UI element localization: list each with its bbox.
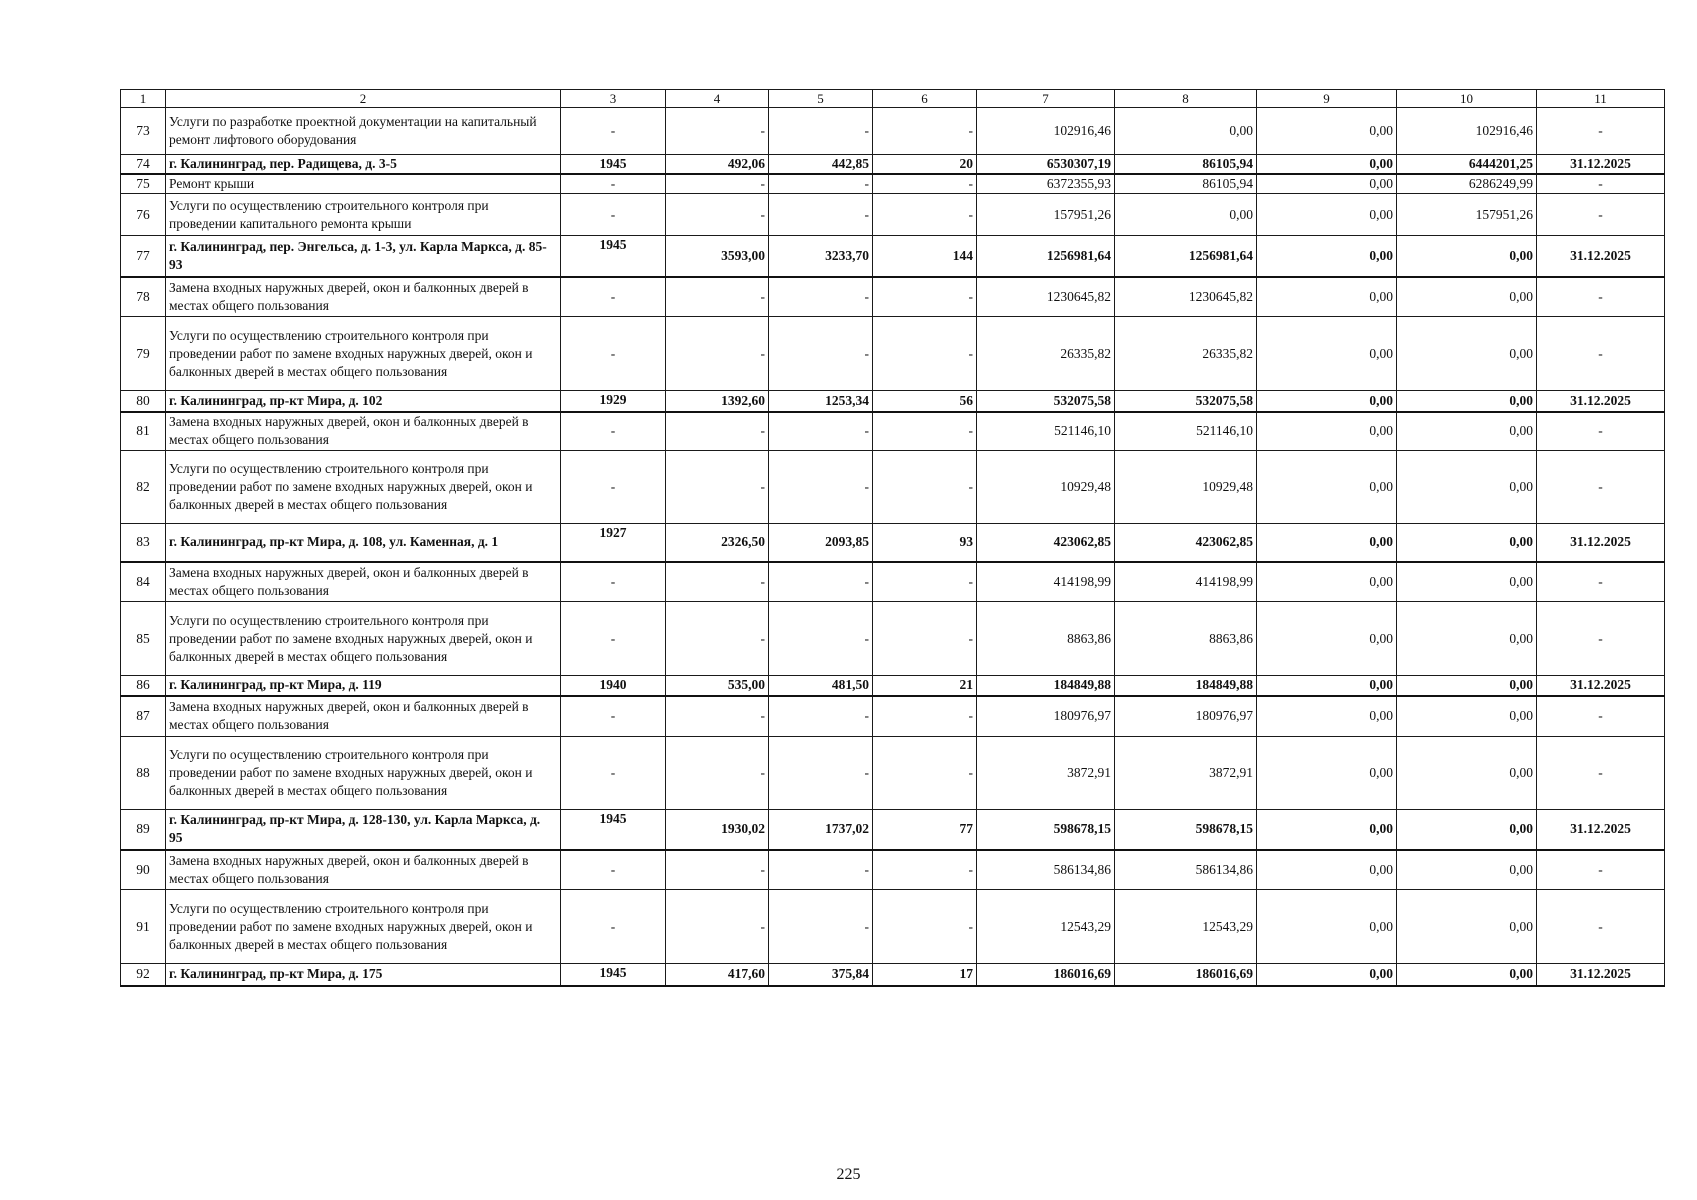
table-row bbox=[121, 737, 1665, 810]
col-9-value-cell: 0,00 bbox=[1257, 524, 1397, 562]
col-6-count-cell: - bbox=[873, 277, 977, 317]
col-8-value-cell: 10929,48 bbox=[1115, 451, 1257, 524]
col-5-area-cell: 3233,70 bbox=[769, 236, 873, 277]
col-7-total-cell: 521146,10 bbox=[977, 412, 1115, 451]
description-cell: Замена входных наружных дверей, окон и балконных дверей в местах общего пользования bbox=[166, 562, 561, 602]
col-3-year-cell: - bbox=[561, 194, 666, 236]
header-col-7: 7 bbox=[977, 90, 1115, 108]
col-4-area-cell: 2326,50 bbox=[666, 524, 769, 562]
col-9-value-cell: 0,00 bbox=[1257, 602, 1397, 676]
col-10-value-cell: 6444201,25 bbox=[1397, 155, 1537, 175]
col-6-count-cell: 93 bbox=[873, 524, 977, 562]
col-3-year-cell: - bbox=[561, 562, 666, 602]
col-4-area-cell: 417,60 bbox=[666, 964, 769, 986]
table-row bbox=[121, 236, 1665, 277]
col-11-date-cell: 31.12.2025 bbox=[1537, 676, 1665, 696]
col-3-year-cell: 1940 bbox=[561, 676, 666, 696]
row-number-cell: 86 bbox=[121, 676, 166, 696]
col-5-area-cell: - bbox=[769, 602, 873, 676]
col-8-value-cell: 8863,86 bbox=[1115, 602, 1257, 676]
col-10-value-cell: 0,00 bbox=[1397, 850, 1537, 890]
row-number-cell: 76 bbox=[121, 194, 166, 236]
col-6-count-cell: 20 bbox=[873, 155, 977, 175]
col-5-area-cell: - bbox=[769, 451, 873, 524]
table-row bbox=[121, 602, 1665, 676]
col-4-area-cell: - bbox=[666, 890, 769, 964]
col-11-date-cell: 31.12.2025 bbox=[1537, 155, 1665, 175]
col-4-area-cell: 1930,02 bbox=[666, 810, 769, 850]
table-row bbox=[121, 155, 1665, 175]
col-11-date-cell: - bbox=[1537, 602, 1665, 676]
col-10-value-cell: 102916,46 bbox=[1397, 108, 1537, 155]
col-11-date-cell: - bbox=[1537, 737, 1665, 810]
col-11-date-cell: - bbox=[1537, 277, 1665, 317]
description-cell: г. Калининград, пер. Энгельса, д. 1-3, ул. Карла Маркса, д. 85-93 bbox=[166, 236, 561, 277]
header-col-3: 3 bbox=[561, 90, 666, 108]
row-number-cell: 78 bbox=[121, 277, 166, 317]
table-row bbox=[121, 524, 1665, 562]
col-6-count-cell: - bbox=[873, 412, 977, 451]
table-row bbox=[121, 850, 1665, 890]
col-8-value-cell: 26335,82 bbox=[1115, 317, 1257, 391]
table-row bbox=[121, 174, 1665, 194]
col-10-value-cell: 0,00 bbox=[1397, 890, 1537, 964]
col-9-value-cell: 0,00 bbox=[1257, 696, 1397, 737]
page-number: 225 bbox=[836, 1166, 861, 1183]
col-9-value-cell: 0,00 bbox=[1257, 890, 1397, 964]
col-10-value-cell: 0,00 bbox=[1397, 412, 1537, 451]
row-number-cell: 90 bbox=[121, 850, 166, 890]
col-5-area-cell: 1737,02 bbox=[769, 810, 873, 850]
row-number-cell: 91 bbox=[121, 890, 166, 964]
col-9-value-cell: 0,00 bbox=[1257, 676, 1397, 696]
col-9-value-cell: 0,00 bbox=[1257, 562, 1397, 602]
col-11-date-cell: - bbox=[1537, 108, 1665, 155]
col-8-value-cell: 3872,91 bbox=[1115, 737, 1257, 810]
col-4-area-cell: 535,00 bbox=[666, 676, 769, 696]
description-cell: Ремонт крыши bbox=[166, 174, 561, 194]
col-3-year-cell: - bbox=[561, 412, 666, 451]
col-7-total-cell: 180976,97 bbox=[977, 696, 1115, 737]
col-3-year-cell: - bbox=[561, 277, 666, 317]
col-7-total-cell: 423062,85 bbox=[977, 524, 1115, 562]
col-10-value-cell: 0,00 bbox=[1397, 524, 1537, 562]
col-9-value-cell: 0,00 bbox=[1257, 174, 1397, 194]
col-4-area-cell: - bbox=[666, 850, 769, 890]
col-8-value-cell: 521146,10 bbox=[1115, 412, 1257, 451]
col-6-count-cell: 56 bbox=[873, 391, 977, 412]
col-6-count-cell: - bbox=[873, 108, 977, 155]
description-cell: Услуги по осуществлению строительного контроля при проведении капитального ремонта крыши bbox=[166, 194, 561, 236]
header-col-2: 2 bbox=[166, 90, 561, 108]
col-10-value-cell: 0,00 bbox=[1397, 236, 1537, 277]
col-5-area-cell: 2093,85 bbox=[769, 524, 873, 562]
description-cell: Услуги по осуществлению строительного контроля при проведении работ по замене входных наружных дверей, окон и балконных дверей в местах общего пользования bbox=[166, 602, 561, 676]
col-3-year-cell: - bbox=[561, 174, 666, 194]
col-11-date-cell: - bbox=[1537, 850, 1665, 890]
col-4-area-cell: - bbox=[666, 737, 769, 810]
col-9-value-cell: 0,00 bbox=[1257, 236, 1397, 277]
col-5-area-cell: - bbox=[769, 562, 873, 602]
col-8-value-cell: 86105,94 bbox=[1115, 174, 1257, 194]
col-5-area-cell: 442,85 bbox=[769, 155, 873, 175]
col-8-value-cell: 423062,85 bbox=[1115, 524, 1257, 562]
row-number-cell: 80 bbox=[121, 391, 166, 412]
col-9-value-cell: 0,00 bbox=[1257, 317, 1397, 391]
col-10-value-cell: 0,00 bbox=[1397, 277, 1537, 317]
col-7-total-cell: 3872,91 bbox=[977, 737, 1115, 810]
col-7-total-cell: 6530307,19 bbox=[977, 155, 1115, 175]
col-10-value-cell: 0,00 bbox=[1397, 964, 1537, 986]
col-6-count-cell: 77 bbox=[873, 810, 977, 850]
description-cell: Услуги по осуществлению строительного контроля при проведении работ по замене входных наружных дверей, окон и балконных дверей в местах общего пользования bbox=[166, 451, 561, 524]
col-9-value-cell: 0,00 bbox=[1257, 155, 1397, 175]
table-row bbox=[121, 890, 1665, 964]
row-number-cell: 82 bbox=[121, 451, 166, 524]
col-10-value-cell: 6286249,99 bbox=[1397, 174, 1537, 194]
col-11-date-cell: - bbox=[1537, 174, 1665, 194]
col-10-value-cell: 0,00 bbox=[1397, 737, 1537, 810]
description-cell: Услуги по разработке проектной документации на капитальный ремонт лифтового оборудования bbox=[166, 108, 561, 155]
col-3-year-cell: 1927 bbox=[561, 524, 666, 562]
table-row bbox=[121, 194, 1665, 236]
row-number-cell: 77 bbox=[121, 236, 166, 277]
description-cell: Услуги по осуществлению строительного контроля при проведении работ по замене входных наружных дверей, окон и балконных дверей в местах общего пользования bbox=[166, 737, 561, 810]
col-7-total-cell: 1230645,82 bbox=[977, 277, 1115, 317]
col-10-value-cell: 0,00 bbox=[1397, 696, 1537, 737]
col-8-value-cell: 184849,88 bbox=[1115, 676, 1257, 696]
col-11-date-cell: 31.12.2025 bbox=[1537, 524, 1665, 562]
table-row bbox=[121, 412, 1665, 451]
description-cell: Услуги по осуществлению строительного контроля при проведении работ по замене входных наружных дверей, окон и балконных дверей в местах общего пользования bbox=[166, 890, 561, 964]
header-col-11: 11 bbox=[1537, 90, 1665, 108]
col-3-year-cell: 1945 bbox=[561, 155, 666, 175]
header-col-5: 5 bbox=[769, 90, 873, 108]
row-number-cell: 74 bbox=[121, 155, 166, 175]
table-row bbox=[121, 277, 1665, 317]
description-cell: г. Калининград, пр-кт Мира, д. 119 bbox=[166, 676, 561, 696]
col-7-total-cell: 12543,29 bbox=[977, 890, 1115, 964]
col-3-year-cell: - bbox=[561, 451, 666, 524]
col-8-value-cell: 86105,94 bbox=[1115, 155, 1257, 175]
col-5-area-cell: 481,50 bbox=[769, 676, 873, 696]
col-8-value-cell: 0,00 bbox=[1115, 194, 1257, 236]
col-6-count-cell: 144 bbox=[873, 236, 977, 277]
col-11-date-cell: - bbox=[1537, 194, 1665, 236]
table-row bbox=[121, 676, 1665, 696]
col-6-count-cell: - bbox=[873, 602, 977, 676]
description-cell: Услуги по осуществлению строительного контроля при проведении работ по замене входных наружных дверей, окон и балконных дверей в местах общего пользования bbox=[166, 317, 561, 391]
col-10-value-cell: 157951,26 bbox=[1397, 194, 1537, 236]
col-3-year-cell: - bbox=[561, 602, 666, 676]
col-9-value-cell: 0,00 bbox=[1257, 412, 1397, 451]
col-11-date-cell: - bbox=[1537, 412, 1665, 451]
header-col-4: 4 bbox=[666, 90, 769, 108]
col-8-value-cell: 1256981,64 bbox=[1115, 236, 1257, 277]
col-10-value-cell: 0,00 bbox=[1397, 317, 1537, 391]
col-5-area-cell: - bbox=[769, 194, 873, 236]
col-4-area-cell: 492,06 bbox=[666, 155, 769, 175]
row-number-cell: 73 bbox=[121, 108, 166, 155]
col-4-area-cell: - bbox=[666, 317, 769, 391]
col-8-value-cell: 0,00 bbox=[1115, 108, 1257, 155]
col-10-value-cell: 0,00 bbox=[1397, 562, 1537, 602]
row-number-cell: 84 bbox=[121, 562, 166, 602]
col-8-value-cell: 532075,58 bbox=[1115, 391, 1257, 412]
col-5-area-cell: - bbox=[769, 277, 873, 317]
column-number-header bbox=[121, 90, 1665, 108]
col-3-year-cell: - bbox=[561, 317, 666, 391]
col-3-year-cell: - bbox=[561, 108, 666, 155]
description-cell: Замена входных наружных дверей, окон и балконных дверей в местах общего пользования bbox=[166, 696, 561, 737]
row-number-cell: 83 bbox=[121, 524, 166, 562]
row-number-cell: 88 bbox=[121, 737, 166, 810]
col-4-area-cell: - bbox=[666, 174, 769, 194]
table-row bbox=[121, 451, 1665, 524]
col-5-area-cell: - bbox=[769, 108, 873, 155]
col-3-year-cell: 1945 bbox=[561, 810, 666, 850]
col-8-value-cell: 186016,69 bbox=[1115, 964, 1257, 986]
col-9-value-cell: 0,00 bbox=[1257, 391, 1397, 412]
col-5-area-cell: - bbox=[769, 737, 873, 810]
row-number-cell: 89 bbox=[121, 810, 166, 850]
col-7-total-cell: 157951,26 bbox=[977, 194, 1115, 236]
col-11-date-cell: - bbox=[1537, 562, 1665, 602]
table-row bbox=[121, 696, 1665, 737]
col-5-area-cell: - bbox=[769, 696, 873, 737]
col-9-value-cell: 0,00 bbox=[1257, 810, 1397, 850]
col-3-year-cell: - bbox=[561, 890, 666, 964]
col-4-area-cell: - bbox=[666, 602, 769, 676]
col-11-date-cell: - bbox=[1537, 451, 1665, 524]
col-9-value-cell: 0,00 bbox=[1257, 737, 1397, 810]
col-11-date-cell: 31.12.2025 bbox=[1537, 391, 1665, 412]
col-7-total-cell: 586134,86 bbox=[977, 850, 1115, 890]
description-cell: Замена входных наружных дверей, окон и балконных дверей в местах общего пользования bbox=[166, 412, 561, 451]
col-11-date-cell: 31.12.2025 bbox=[1537, 964, 1665, 986]
row-number-cell: 85 bbox=[121, 602, 166, 676]
col-3-year-cell: 1929 bbox=[561, 391, 666, 412]
description-cell: г. Калининград, пр-кт Мира, д. 128-130, ул. Карла Маркса, д. 95 bbox=[166, 810, 561, 850]
col-5-area-cell: - bbox=[769, 412, 873, 451]
col-9-value-cell: 0,00 bbox=[1257, 964, 1397, 986]
description-cell: Замена входных наружных дверей, окон и балконных дверей в местах общего пользования bbox=[166, 277, 561, 317]
col-5-area-cell: - bbox=[769, 174, 873, 194]
col-3-year-cell: 1945 bbox=[561, 236, 666, 277]
table-row bbox=[121, 964, 1665, 986]
header-col-6: 6 bbox=[873, 90, 977, 108]
header-col-9: 9 bbox=[1257, 90, 1397, 108]
col-8-value-cell: 12543,29 bbox=[1115, 890, 1257, 964]
col-7-total-cell: 186016,69 bbox=[977, 964, 1115, 986]
col-4-area-cell: - bbox=[666, 696, 769, 737]
col-8-value-cell: 586134,86 bbox=[1115, 850, 1257, 890]
col-6-count-cell: - bbox=[873, 890, 977, 964]
row-number-cell: 92 bbox=[121, 964, 166, 986]
col-9-value-cell: 0,00 bbox=[1257, 850, 1397, 890]
col-4-area-cell: - bbox=[666, 451, 769, 524]
col-7-total-cell: 184849,88 bbox=[977, 676, 1115, 696]
col-8-value-cell: 1230645,82 bbox=[1115, 277, 1257, 317]
col-9-value-cell: 0,00 bbox=[1257, 451, 1397, 524]
col-5-area-cell: - bbox=[769, 890, 873, 964]
col-10-value-cell: 0,00 bbox=[1397, 810, 1537, 850]
row-number-cell: 81 bbox=[121, 412, 166, 451]
col-7-total-cell: 102916,46 bbox=[977, 108, 1115, 155]
col-3-year-cell: - bbox=[561, 696, 666, 737]
col-6-count-cell: - bbox=[873, 317, 977, 391]
header-col-10: 10 bbox=[1397, 90, 1537, 108]
row-number-cell: 79 bbox=[121, 317, 166, 391]
col-5-area-cell: - bbox=[769, 317, 873, 391]
col-3-year-cell: - bbox=[561, 737, 666, 810]
col-6-count-cell: - bbox=[873, 451, 977, 524]
col-5-area-cell: 1253,34 bbox=[769, 391, 873, 412]
col-6-count-cell: - bbox=[873, 696, 977, 737]
table-row bbox=[121, 317, 1665, 391]
col-8-value-cell: 598678,15 bbox=[1115, 810, 1257, 850]
col-10-value-cell: 0,00 bbox=[1397, 676, 1537, 696]
repair-program-table bbox=[120, 89, 1665, 987]
col-8-value-cell: 180976,97 bbox=[1115, 696, 1257, 737]
col-6-count-cell: - bbox=[873, 194, 977, 236]
col-10-value-cell: 0,00 bbox=[1397, 451, 1537, 524]
col-7-total-cell: 532075,58 bbox=[977, 391, 1115, 412]
col-3-year-cell: 1945 bbox=[561, 964, 666, 986]
col-4-area-cell: - bbox=[666, 562, 769, 602]
col-11-date-cell: 31.12.2025 bbox=[1537, 236, 1665, 277]
col-11-date-cell: - bbox=[1537, 696, 1665, 737]
col-11-date-cell: - bbox=[1537, 317, 1665, 391]
description-cell: г. Калининград, пер. Радищева, д. 3-5 bbox=[166, 155, 561, 175]
col-3-year-cell: - bbox=[561, 850, 666, 890]
col-7-total-cell: 10929,48 bbox=[977, 451, 1115, 524]
table-row bbox=[121, 391, 1665, 412]
col-7-total-cell: 6372355,93 bbox=[977, 174, 1115, 194]
row-number-cell: 87 bbox=[121, 696, 166, 737]
col-7-total-cell: 26335,82 bbox=[977, 317, 1115, 391]
col-5-area-cell: - bbox=[769, 850, 873, 890]
col-11-date-cell: 31.12.2025 bbox=[1537, 810, 1665, 850]
col-10-value-cell: 0,00 bbox=[1397, 602, 1537, 676]
col-11-date-cell: - bbox=[1537, 890, 1665, 964]
col-6-count-cell: - bbox=[873, 850, 977, 890]
col-4-area-cell: - bbox=[666, 108, 769, 155]
col-8-value-cell: 414198,99 bbox=[1115, 562, 1257, 602]
col-7-total-cell: 8863,86 bbox=[977, 602, 1115, 676]
col-9-value-cell: 0,00 bbox=[1257, 108, 1397, 155]
col-9-value-cell: 0,00 bbox=[1257, 194, 1397, 236]
col-4-area-cell: 3593,00 bbox=[666, 236, 769, 277]
description-cell: г. Калининград, пр-кт Мира, д. 175 bbox=[166, 964, 561, 986]
col-9-value-cell: 0,00 bbox=[1257, 277, 1397, 317]
table-row bbox=[121, 562, 1665, 602]
col-5-area-cell: 375,84 bbox=[769, 964, 873, 986]
table-row bbox=[121, 108, 1665, 155]
col-7-total-cell: 1256981,64 bbox=[977, 236, 1115, 277]
col-6-count-cell: 21 bbox=[873, 676, 977, 696]
col-4-area-cell: - bbox=[666, 194, 769, 236]
row-number-cell: 75 bbox=[121, 174, 166, 194]
col-6-count-cell: - bbox=[873, 737, 977, 810]
header-col-8: 8 bbox=[1115, 90, 1257, 108]
col-4-area-cell: - bbox=[666, 277, 769, 317]
description-cell: г. Калининград, пр-кт Мира, д. 108, ул. Каменная, д. 1 bbox=[166, 524, 561, 562]
col-7-total-cell: 598678,15 bbox=[977, 810, 1115, 850]
col-6-count-cell: - bbox=[873, 174, 977, 194]
col-7-total-cell: 414198,99 bbox=[977, 562, 1115, 602]
col-4-area-cell: - bbox=[666, 412, 769, 451]
header-col-1: 1 bbox=[121, 90, 166, 108]
table-body bbox=[121, 108, 1665, 986]
col-4-area-cell: 1392,60 bbox=[666, 391, 769, 412]
col-10-value-cell: 0,00 bbox=[1397, 391, 1537, 412]
table-row bbox=[121, 810, 1665, 850]
description-cell: г. Калининград, пр-кт Мира, д. 102 bbox=[166, 391, 561, 412]
description-cell: Замена входных наружных дверей, окон и балконных дверей в местах общего пользования bbox=[166, 850, 561, 890]
col-6-count-cell: 17 bbox=[873, 964, 977, 986]
col-6-count-cell: - bbox=[873, 562, 977, 602]
